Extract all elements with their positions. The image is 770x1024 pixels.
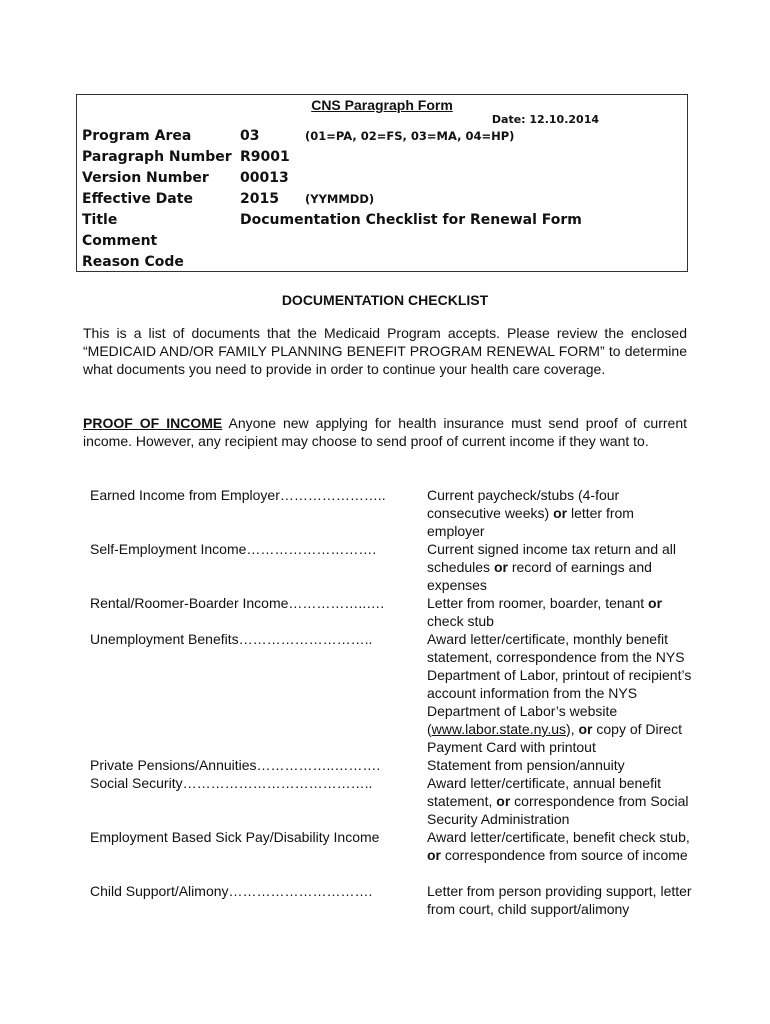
field-label: Title (82, 212, 118, 228)
income-type: Unemployment Benefits……………………….. (90, 631, 373, 647)
proof-of-income-label: PROOF OF INCOME (83, 415, 223, 431)
required-document: Award letter/certificate, annual benefit statement, or correspondence from Social Security Administration (427, 775, 689, 827)
field-label: Paragraph Number (82, 149, 232, 165)
field-value: 03 (240, 128, 260, 144)
intro-paragraph: This is a list of documents that the Medicaid Program accepts. Please review the enclosed “MEDICAID AND/OR FAMILY PLANNING BENEFIT PROGRAM RENEWAL FORM” to determine what documents you need to provide in order to continue your health care coverage. (83, 325, 687, 377)
income-type: Rental/Roomer-Boarder Income……………..…. (90, 595, 385, 611)
required-document: Letter from person providing support, letter from court, child support/alimony (427, 883, 692, 917)
form-title: CNS Paragraph Form (311, 97, 453, 113)
form-date: Date: 12.10.2014 (491, 113, 599, 126)
income-type: Child Support/Alimony…………………………. (90, 883, 373, 899)
income-type: Self-Employment Income………………………. (90, 541, 377, 557)
field-value: Documentation Checklist for Renewal Form (240, 212, 582, 228)
required-document: Statement from pension/annuity (427, 757, 625, 773)
checklist-heading: DOCUMENTATION CHECKLIST (281, 292, 489, 308)
required-document: Current paycheck/stubs (4-four consecutive weeks) or letter from employer (427, 487, 634, 539)
proof-of-income-paragraph (83, 414, 687, 450)
field-label: Program Area (82, 128, 192, 144)
income-type: Employment Based Sick Pay/Disability Income (90, 829, 380, 845)
income-type: Earned Income from Employer………………….. (90, 487, 386, 503)
field-label: Effective Date (82, 191, 193, 207)
field-label: Comment (82, 233, 158, 249)
required-document: Award letter/certificate, monthly benefit statement, correspondence from the NYS Department of Labor, printout of recipient’s account information from the NYS Department of Labor’s website (www.labor.state.ny.us), or copy of Direct Payment Card with printout (427, 631, 692, 755)
field-value: 00013 (240, 170, 289, 186)
field-note: (01=PA, 02=FS, 03=MA, 04=HP) (305, 129, 515, 143)
field-label: Reason Code (82, 254, 184, 270)
income-type: Social Security………………………………….. (90, 775, 373, 791)
income-type: Private Pensions/Annuities……………..………. (90, 757, 381, 773)
required-document: Current signed income tax return and all schedules or record of earnings and expenses (427, 541, 677, 593)
field-value: 2015 (240, 191, 279, 207)
field-label: Version Number (82, 170, 209, 186)
proof-of-income-text: Anyone new applying for health insurance must send proof of current income. However, any recipient may choose to send proof of current income if they want to. (83, 415, 687, 449)
field-note: (YYMMDD) (305, 192, 375, 206)
field-value: R9001 (240, 149, 290, 165)
labor-website-link[interactable]: www.labor.state.ny.us (431, 721, 567, 737)
required-document: Award letter/certificate, benefit check stub, or correspondence from source of income (427, 829, 690, 863)
required-document: Letter from roomer, boarder, tenant or check stub (427, 595, 663, 629)
